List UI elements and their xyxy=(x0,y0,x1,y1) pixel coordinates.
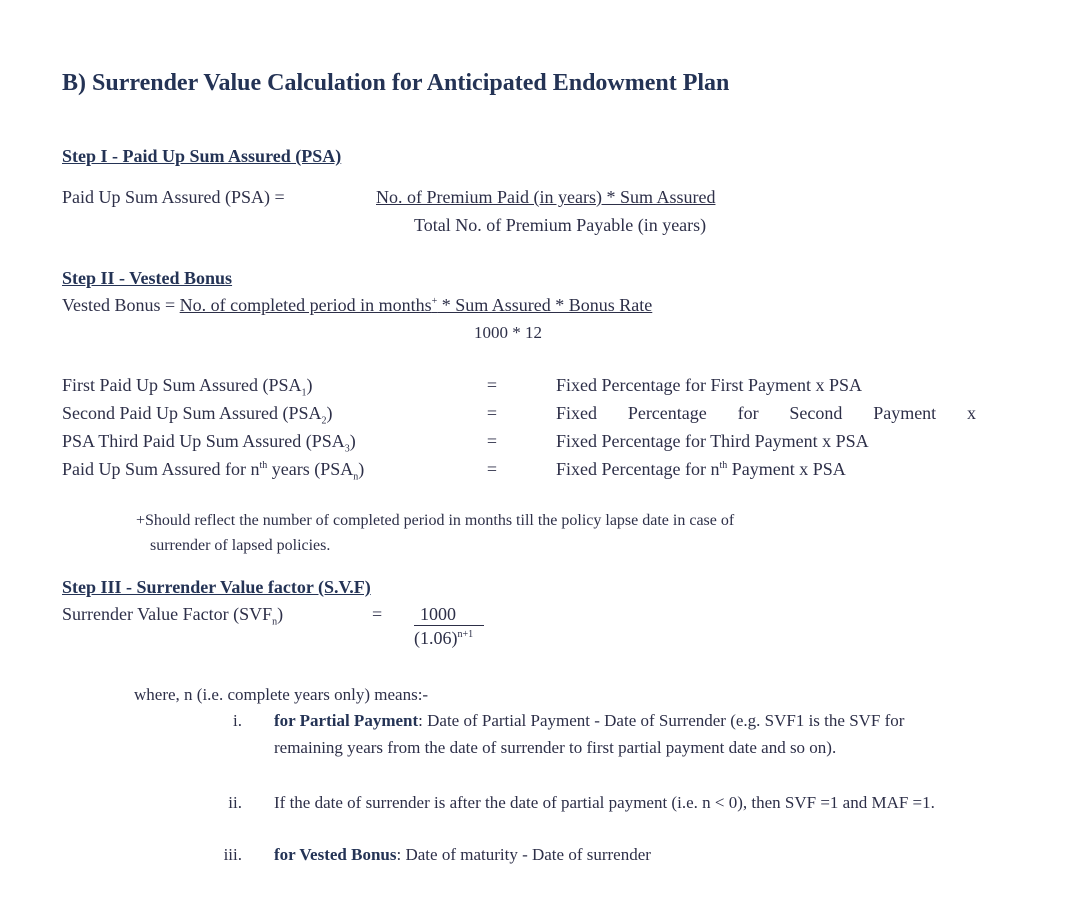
footnote-line2: surrender of lapsed policies. xyxy=(150,537,331,554)
psa-row-right: Fixed Percentage for $n^{th}$ Payment x PSA xyxy=(556,459,846,479)
step1-heading: Step I - Paid Up Sum Assured (PSA) xyxy=(62,146,342,166)
list-number: i. xyxy=(233,711,242,730)
step2-heading: Step II - Vested Bonus xyxy=(62,268,233,288)
svf-equals: = xyxy=(372,604,383,624)
list-number: ii. xyxy=(228,793,242,812)
psa-row-right: Fixed Percentage for Second Payment x xyxy=(556,403,976,423)
vested-bonus-numerator: No. of completed period in months+ * Sum Assured * Bonus Rate xyxy=(179,295,653,315)
list-item: for Partial Payment: Date of Partial Payment - Date of Surrender (e.g. SVF1 is the SVF for remaining years from the date of surrender to first partial payment date and so on). xyxy=(274,711,905,757)
list-item: for Vested Bonus: Date of maturity - Date of surrender xyxy=(274,845,651,864)
where-intro: where, n (i.e. complete years only) means:- xyxy=(134,685,429,704)
step3-heading: Step III - Surrender Value factor (S.V.F) xyxy=(62,577,371,597)
psa-row-equals: = xyxy=(486,375,498,395)
svf-numerator: 1000 xyxy=(414,604,484,626)
psa-row-equals: = xyxy=(486,403,498,423)
vested-bonus-denominator: 1000 * 12 xyxy=(474,323,542,342)
vested-bonus-formula xyxy=(62,295,652,316)
psa-row-right: Fixed Percentage for First Payment x PSA xyxy=(556,375,862,395)
psa-row-left: Second Paid Up Sum Assured $(PSA_2)$ xyxy=(62,403,333,427)
footnote-line1: +Should reflect the number of completed period in months till the policy lapse date in case of xyxy=(136,512,735,529)
list-number: iii. xyxy=(223,845,242,864)
psa-row-equals: = xyxy=(486,431,498,451)
psa-numerator: No. of Premium Paid (in years) * Sum Assured xyxy=(376,187,716,207)
svf-denominator: $(1.06)^{n+1}$ xyxy=(414,628,474,648)
section-title: B) Surrender Value Calculation for Anticipated Endowment Plan xyxy=(62,70,730,96)
psa-row-equals: = xyxy=(486,459,498,479)
psa-row-right: Fixed Percentage for Third Payment x PSA xyxy=(556,431,869,451)
psa-row-left: First Paid Up Sum Assured $(PSA_1)$ xyxy=(62,375,313,399)
psa-row-left: PSA Third Paid Up Sum Assured $(PSA_3)$ xyxy=(62,431,356,455)
psa-formula-label: Paid Up Sum Assured (PSA) = xyxy=(62,187,285,207)
svf-formula-label: Surrender Value Factor $(SVF_n)$ xyxy=(62,604,284,628)
psa-denominator: Total No. of Premium Payable (in years) xyxy=(414,215,707,235)
vested-bonus-label: Vested Bonus = xyxy=(62,295,176,315)
psa-row-left: Paid Up Sum Assured for $n^{th}$ years $(PSA_n)$ xyxy=(62,459,365,483)
list-item: If the date of surrender is after the date of partial payment (i.e. n < 0), then SVF =1 and MAF =1. xyxy=(274,793,935,812)
